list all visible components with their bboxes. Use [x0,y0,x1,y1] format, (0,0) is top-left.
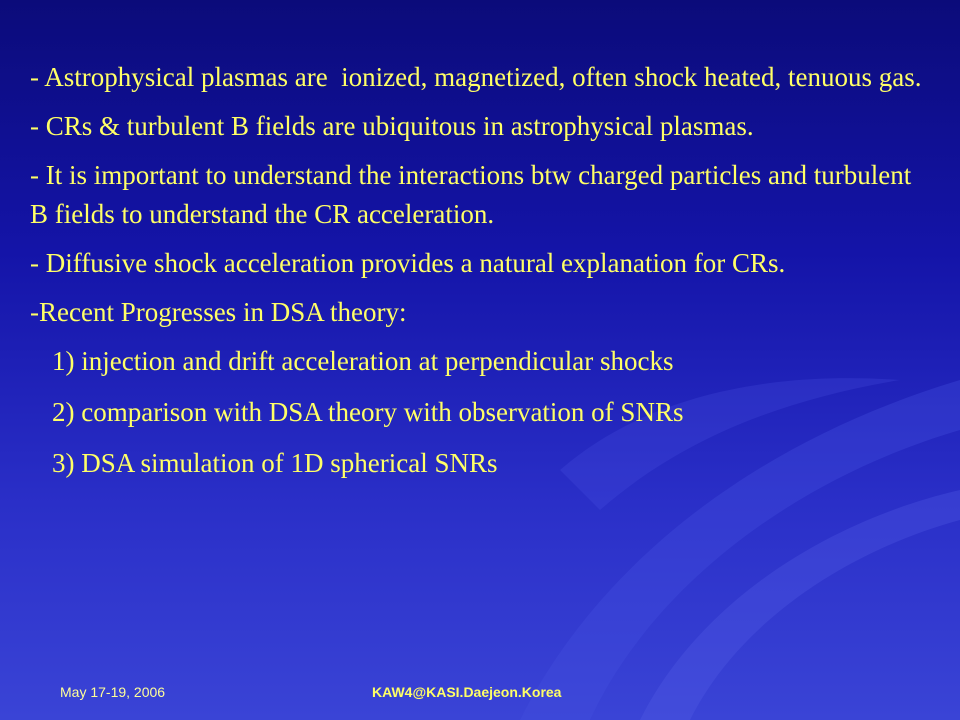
sub-item-injection: 1) injection and drift acceleration at perpendicular shocks [52,346,674,376]
footer-venue: KAW4@KASI.Daejeon.Korea [372,684,562,700]
paragraph-diffusive-shock: - Diffusive shock acceleration provides a natural explanation for CRs. [30,248,786,278]
footer-date: May 17-19, 2006 [60,684,166,700]
paragraph-plasmas: - Astrophysical plasmas are ionized, magnetized, often shock heated, tenuous gas. [30,62,922,92]
slide-body [30,58,935,495]
paragraph-recent-progress: -Recent Progresses in DSA theory: [30,297,407,327]
paragraph-crs-fields: - CRs & turbulent B fields are ubiquitous in astrophysical plasmas. [30,111,754,141]
sub-item-comparison: 2) comparison with DSA theory with observation of SNRs [52,397,684,427]
paragraph-interactions: - It is important to understand the interactions btw charged particles and turbulent B fields to understand the CR acceleration. [30,160,919,229]
sub-item-simulation: 3) DSA simulation of 1D spherical SNRs [52,448,498,478]
